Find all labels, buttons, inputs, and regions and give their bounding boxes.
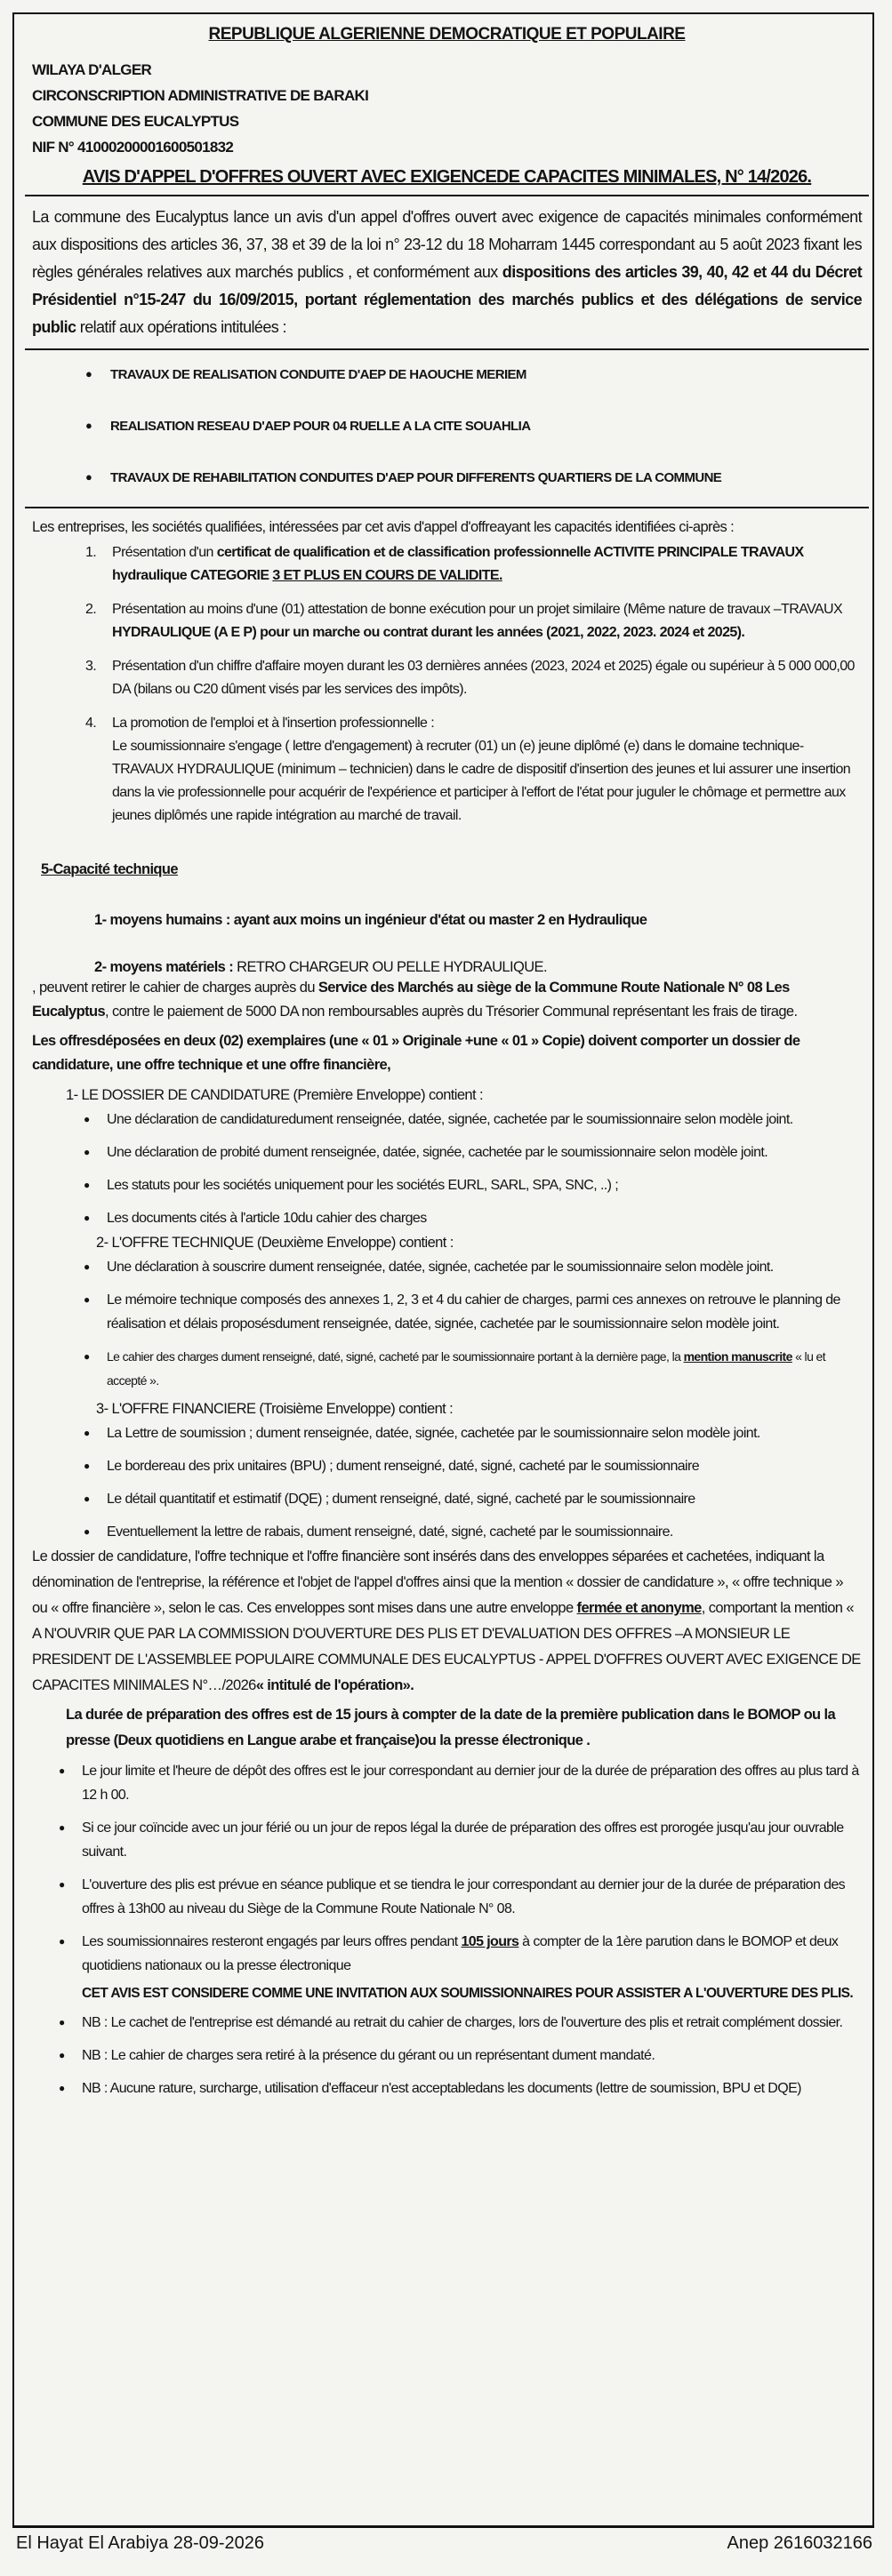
intro-text-1: La commune des Eucalyptus lance un avis d'un appel d'offres ouvert avec exigence de capacités minimales conformément aux dispositions des articles 36, 37, 38 et 39 de la loi n° 23-12 du 18 Moharram 1445 correspondant au 5 août 2023 fixant les règles générales relatives aux marchés publics , et conformément aux — [32, 208, 862, 281]
rule-item — [59, 1930, 862, 1978]
publication-reference: El Hayat El Arabiya 28-09-2026 — [16, 2533, 265, 2553]
wilaya-line: WILAYA D'ALGER — [32, 61, 152, 78]
eligibility-item — [85, 541, 862, 588]
item-text: « lu et accepté ». — [107, 1349, 826, 1388]
envelope-3-item: ● Eventuellement la lettre de rabais, dument renseigné, daté, signé, cacheté par le soumissionnaire. — [84, 1520, 862, 1544]
intro-text-2: dispositions des articles 39, 40, 42 et 44 du Décret Présidentiel n°15-247 du 16/09/2015, portant réglementation des marchés publics et des délégations de service public — [32, 263, 863, 336]
envelopes-text-underlined: fermée et anonyme — [576, 1600, 702, 1616]
item-text-bold: HYDRAULIQUE (A E P) pour un marche ou contrat durant les années (2021, 2022, 2023. 2024 et 2025). — [112, 625, 745, 640]
note-item: ● NB : Le cahier de charges sera retiré à la présence du gérant ou un représentant dument mandaté. — [59, 2044, 862, 2068]
envelopes-paragraph — [32, 1544, 862, 1699]
item-text: La promotion de l'emploi et à l'insertion professionnelle : — [112, 716, 435, 731]
duration-paragraph: La durée de préparation des offres est de 15 jours à compter de la date de la première publication dans le BOMOP ou la presse (Deux quotidiens en Langue arabe et française)ou la presse électronique . — [66, 1707, 836, 1748]
item-number: 1. — [85, 545, 97, 560]
envelope-2-item: ● Le mémoire technique composés des annexes 1, 2, 3 et 4 du cahier de charges, parmi ces annexes on retrouve le planning de réalisation et délais proposésdument renseignée, datée, signée, cachetée par le soumissionnaire selon modèle joint. — [84, 1288, 862, 1336]
commune-line: COMMUNE DES EUCALYPTUS — [32, 113, 239, 130]
eligibility-item — [85, 712, 862, 828]
envelope-3-list — [84, 1421, 862, 1544]
frame-top-border — [12, 12, 874, 14]
envelope-1-title: 1- LE DOSSIER DE CANDIDATURE (Première Enveloppe) contient : — [66, 1087, 483, 1103]
withdrawal-text: , contre le paiement de 5000 DA non remboursables auprès du Trésorier Communal représentant les frais de tirage. — [105, 1004, 798, 1020]
envelope-2-title: 2- L'OFFRE TECHNIQUE (Deuxième Enveloppe) contient : — [96, 1235, 454, 1251]
envelope-1-list — [84, 1108, 862, 1230]
republic-heading: REPUBLIQUE ALGERIENNE DEMOCRATIQUE ET POPULAIRE — [208, 25, 686, 44]
envelope-3-item: ● Le bordereau des prix unitaires (BPU) ; dument renseigné, daté, signé, cacheté par le soumissionnaire — [84, 1454, 862, 1478]
item-text-bold: certificat de qualification et de classification professionnelle ACTIVITE PRINCIPALE TRAVAUX hydraulique CATEGORIE — [112, 545, 804, 583]
material-value: RETRO CHARGEUR OU PELLE HYDRAULIQUE. — [237, 959, 547, 975]
anep-reference: Anep 2616032166 — [727, 2533, 872, 2553]
withdrawal-text: , peuvent retirer le cahier de charges auprès du — [32, 980, 318, 996]
envelope-1-item: ● Une déclaration de probité dument renseignée, datée, signée, cachetée par le soumissionnaire selon modèle joint. — [84, 1140, 862, 1164]
envelope-1-item: ● Les statuts pour les sociétés uniquement pour les sociétés EURL, SARL, SPA, SNC, ..) ; — [84, 1173, 862, 1197]
envelope-3-item: ● La Lettre de soumission ; dument renseignée, datée, signée, cachetée par le soumissionnaire selon modèle joint. — [84, 1421, 862, 1445]
operation-item: ● TRAVAUX DE REALISATION CONDUITE D'AEP DE HAOUCHE MERIEM — [85, 366, 862, 384]
offers-paragraph: Les offresdéposées en deux (02) exemplaires (une « 01 » Originale +une « 01 » Copie) doivent comporter un dossier de candidature, une offre technique et une offre financière, — [32, 1033, 800, 1073]
item-number: 3. — [85, 659, 97, 674]
envelope-1-item: ● Une déclaration de candidaturedument renseignée, datée, signée, cachetée par le soumissionnaire selon modèle joint. — [84, 1108, 862, 1132]
item-number: 4. — [85, 716, 97, 731]
frame-right-border — [872, 12, 874, 2528]
divider — [25, 507, 869, 508]
envelope-3-title: 3- L'OFFRE FINANCIERE (Troisième Enveloppe) contient : — [96, 1401, 454, 1417]
withdrawal-paragraph — [32, 976, 862, 1024]
envelope-2-item — [84, 1345, 862, 1393]
item-text-underlined: mention manuscrite — [683, 1349, 792, 1364]
notes-list — [59, 2011, 862, 2100]
operation-item: ● REALISATION RESEAU D'AEP POUR 04 RUELLE A LA CITE SOUAHLIA — [85, 418, 862, 436]
notice-content — [32, 21, 862, 2109]
item-number: 2. — [85, 602, 97, 617]
operation-item: ● TRAVAUX DE REHABILITATION CONDUITES D'AEP POUR DIFFERENTS QUARTIERS DE LA COMMUNE — [85, 469, 862, 487]
envelope-3-item: ● Le détail quantitatif et estimatif (DQE) ; dument renseigné, daté, signé, cacheté par le soumissionnaire — [84, 1487, 862, 1511]
eligibility-item — [85, 598, 862, 644]
envelopes-text-bold: « intitulé de l'opération». — [255, 1677, 414, 1693]
divider — [25, 195, 869, 196]
rule-text: à compter de la 1ère parution dans le BOMOP et deux quotidiens nationaux ou la presse électronique — [82, 1934, 839, 1973]
rule-text-underlined: 105 jours — [461, 1934, 519, 1949]
item-text: Le cahier des charges dument renseigné, daté, signé, cacheté par le soumissionnaire portant à la dernière page, la — [107, 1349, 684, 1364]
frame-left-border — [12, 12, 14, 2528]
envelope-1-item: ● Les documents cités à l'article 10du cahier des charges — [84, 1206, 862, 1230]
envelopes-text: , comportant la mention « A N'OUVRIR QUE PAR LA COMMISSION D'OUVERTURE DES PLIS ET D'EVALUATION DES OFFRES –A MONSIEUR LE PRESIDENT DE L'ASSEMBLEE POPULAIRE COMMUNALE DES EUCALYPTUS - APPEL D'OFFRES OUVERT AVEC EXIGENCE DE CAPACITES MINIMALES N°…/2026 — [32, 1600, 861, 1693]
item-text: Présentation d'un chiffre d'affaire moyen durant les 03 dernières années (2023, 2024 et 2025) égale ou supérieur à 5 000 000,00 DA (bilans ou C20 dûment visés par les services des impôts). — [112, 659, 855, 697]
rules-list — [59, 1759, 862, 1978]
eligibility-item — [85, 655, 862, 701]
item-text-underlined: 3 ET PLUS EN COURS DE VALIDITE. — [272, 568, 502, 583]
rule-item: ● L'ouverture des plis est prévue en séance publique et se tiendra le jour correspondant au dernier jour de la durée de préparation des offres à 13h00 au niveau du Siège de la Commune Route Nationale N° 08. — [59, 1873, 862, 1921]
notice-sheet — [12, 12, 874, 2564]
item-text: Présentation au moins d'une (01) attestation de bonne exécution pour un projet similaire (Même nature de travaux –TRAVAUX — [112, 602, 843, 617]
divider — [25, 348, 869, 350]
footer — [12, 2532, 874, 2558]
nif-line: NIF N° 410002000016005018​32 — [32, 139, 234, 156]
notice-title: AVIS D'APPEL D'OFFRES OUVERT AVEC EXIGENCEDE CAPACITES MINIMALES, N° 14/2026. — [82, 167, 812, 187]
frame-bottom-border — [12, 2525, 874, 2528]
circonscription-line: CIRCONSCRIPTION ADMINISTRATIVE DE BARAKI — [32, 87, 369, 104]
envelope-2-item: ● Une déclaration à souscrire dument renseignée, datée, signée, cachetée par le soumissionnaire selon modèle joint. — [84, 1255, 862, 1279]
note-item: ● NB : Aucune rature, surcharge, utilisation d'effaceur n'est acceptabledans les documents (lettre de soumission, BPU et DQE) — [59, 2076, 862, 2100]
envelope-2-list — [84, 1255, 862, 1393]
operations-list — [85, 366, 862, 487]
rule-item: ● Si ce jour coïncide avec un jour férié ou un jour de repos légal la durée de préparation des offres est prorogée jusqu'au jour ouvrable suivant. — [59, 1816, 862, 1864]
human-means: 1- moyens humains : ayant aux moins un ingénieur d'état ou master 2 en Hydraulique — [94, 912, 647, 928]
note-item: ● NB : Le cachet de l'entreprise est démandé au retrait du cahier de charges, lors de l'ouverture des plis et retrait complément dossier. — [59, 2011, 862, 2035]
envelopes-text: Le dossier de candidature, l'offre technique et l'offre financière sont insérés dans des enveloppes séparées et cachetées, indiquant la dénomination de l'entreprise, la référence et l'objet de l'appel d'offres ainsi que la mention « dossier de candidature », « offre technique » ou « offre financière », selon le cas. Ces enveloppes sont mises dans une autre enveloppe — [32, 1548, 843, 1616]
eligibility-list — [85, 541, 862, 828]
invitation-line: CET AVIS EST CONSIDERE COMME UNE INVITATION AUX SOUMISSIONNAIRES POUR ASSISTER A L'OUVERTURE DES PLIS. — [82, 1986, 854, 2001]
item-text: Le soumissionnaire s'engage ( lettre d'engagement) à recruter (01) un (e) jeune diplômé (e) dans le domaine technique- TRAVAUX HYDRAULIQUE (minimum – technicien) dans le cadre de dispositif d'insertion des jeunes et lui assurer une insertion dans la vie professionnelle pour acquérir de l'expérience et participer à l'effort de l'état pour juguler le chômage et permettre aux jeunes diplômés une rapide intégration au marché de travail. — [112, 739, 851, 823]
rule-text: Les soumissionnaires resteront engagés par leurs offres pendant — [82, 1934, 462, 1949]
intro-paragraph — [32, 204, 862, 341]
intro-text-3: relatif aux opérations intitulées : — [76, 318, 286, 336]
capacity-title: 5-Capacité technique — [41, 861, 178, 877]
item-text: Présentation d'un — [112, 545, 217, 560]
rule-item: ● Le jour limite et l'heure de dépôt des offres est le jour correspondant au dernier jour de la durée de préparation des offres au plus tard à 12 h 00. — [59, 1759, 862, 1807]
material-label: 2- moyens matériels : — [94, 959, 237, 975]
issuer-block — [32, 57, 862, 160]
material-means — [94, 959, 862, 976]
eligibility-lead: Les entreprises, les sociétés qualifiées, intéressées par cet avis d'appel d'offreayant les capacités identifiées ci-après : — [32, 519, 735, 535]
withdrawal-place: Service des Marchés au siège de la Commune Route Nationale N° 08 Les Eucalyptus — [32, 980, 790, 1020]
